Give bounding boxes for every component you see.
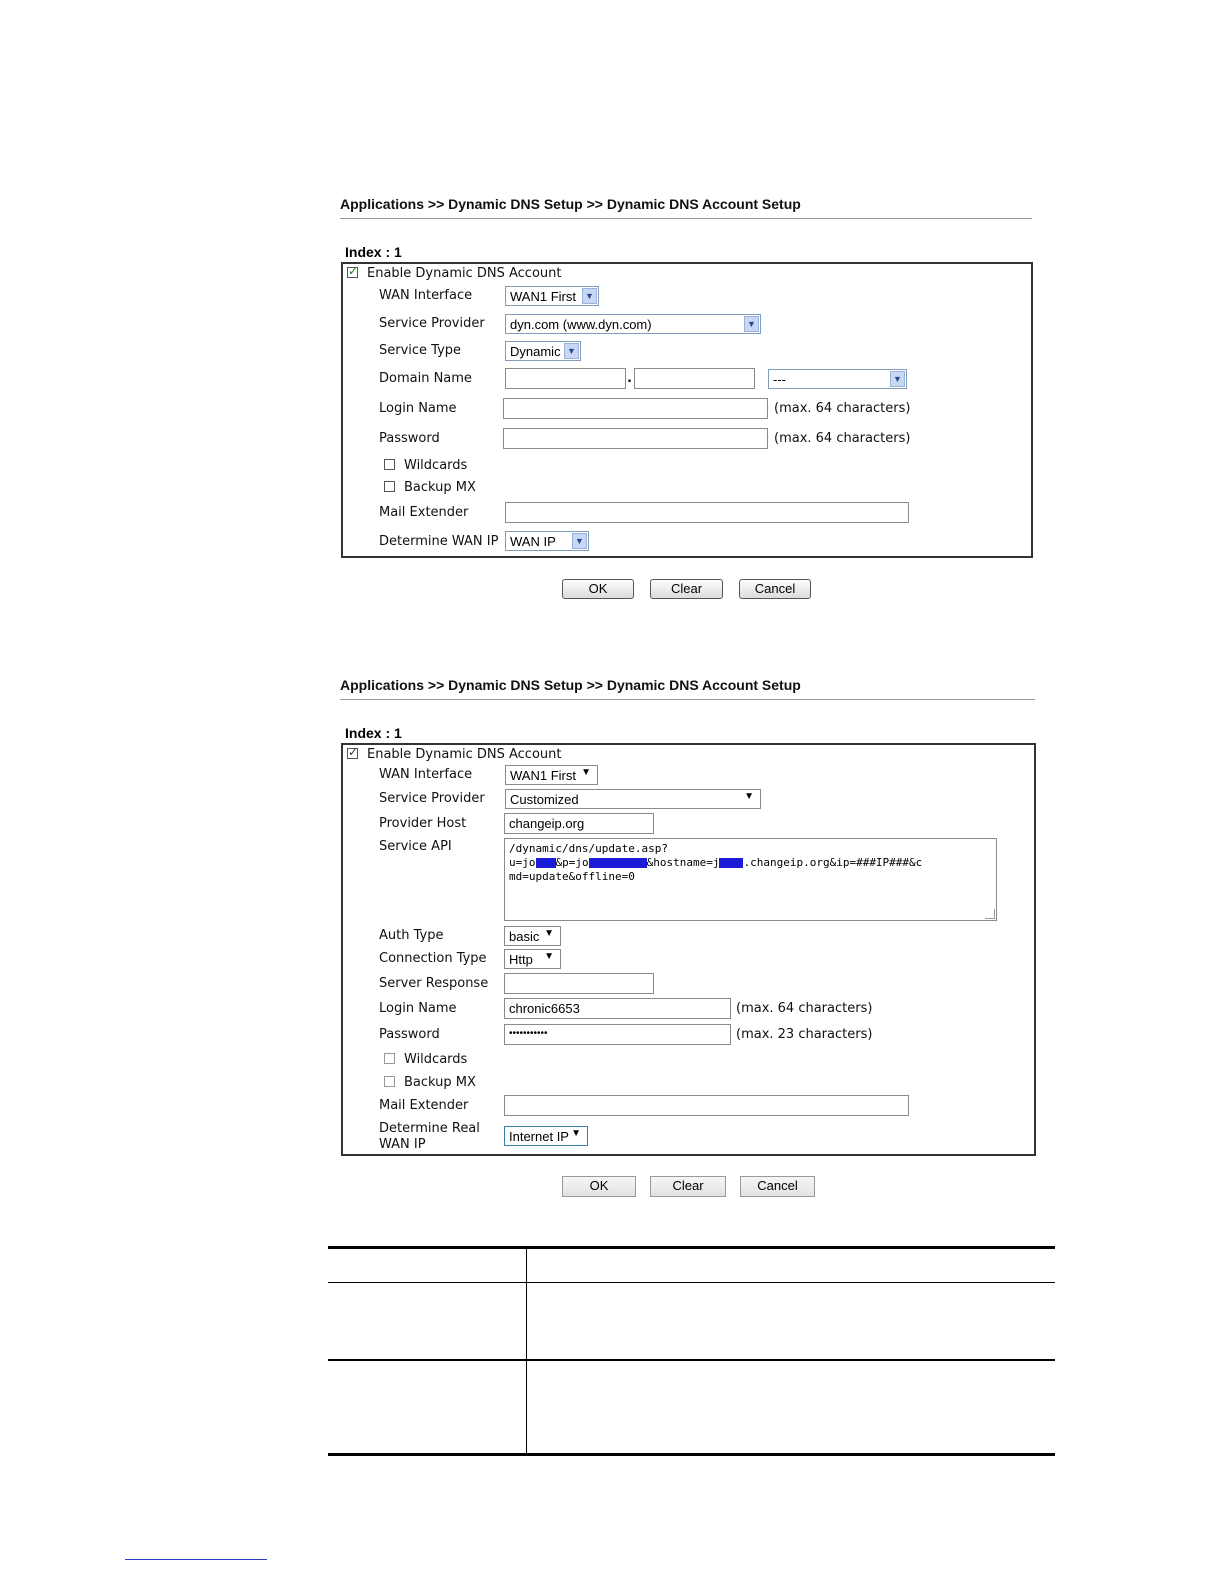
service-api-line-1: /dynamic/dns/update.asp?: [509, 842, 668, 855]
table-column-divider: [526, 1249, 527, 1454]
breadcrumb-form1: Applications >> Dynamic DNS Setup >> Dynamic DNS Account Setup: [340, 196, 801, 212]
enable-ddns-checkbox-form2[interactable]: [347, 748, 358, 759]
chevron-down-icon: ▼: [744, 316, 759, 332]
backup-mx-checkbox-form2[interactable]: [384, 1076, 395, 1087]
backup-mx-checkbox-form1[interactable]: [384, 481, 395, 492]
enable-ddns-checkbox-form1[interactable]: [347, 267, 358, 278]
ok-button-form2[interactable]: OK: [562, 1176, 636, 1197]
mail-extender-input-form1[interactable]: [505, 502, 909, 523]
ok-button-form1[interactable]: OK: [562, 579, 634, 599]
enable-ddns-label-form1: Enable Dynamic DNS Account: [367, 266, 562, 281]
password-label-form1: Password: [379, 431, 440, 446]
service-api-line-3: md=update&offline=0: [509, 870, 635, 883]
determine-real-wan-ip-label-line1-form2: Determine Real: [379, 1121, 480, 1136]
wan-interface-select-form2[interactable]: [505, 765, 598, 785]
domain-suffix-select-form1[interactable]: [768, 369, 907, 389]
server-response-label-form2: Server Response: [379, 976, 489, 991]
breadcrumb-form2: Applications >> Dynamic DNS Setup >> Dynamic DNS Account Setup: [340, 677, 801, 693]
domain-name-host-input-form1[interactable]: [505, 368, 626, 389]
wan-interface-select-form1[interactable]: [505, 286, 599, 306]
enable-ddns-label-form2: Enable Dynamic DNS Account: [367, 747, 562, 762]
backup-mx-label-form1: Backup MX: [404, 480, 476, 495]
clear-button-form1[interactable]: Clear: [650, 579, 723, 599]
domain-suffix-value-form1: ---: [773, 372, 786, 387]
password-hint-form1: (max. 64 characters): [774, 431, 911, 446]
chevron-down-icon: ▼: [571, 1128, 581, 1139]
table-header-rule: [328, 1282, 1055, 1283]
determine-wan-ip-value-form1: WAN IP: [510, 534, 556, 549]
service-api-label-form2: Service API: [379, 839, 452, 854]
service-provider-select-form2[interactable]: [505, 789, 761, 809]
chevron-down-icon: ▼: [582, 288, 597, 304]
domain-dot-separator-form1: .: [627, 371, 632, 386]
mail-extender-label-form2: Mail Extender: [379, 1098, 469, 1113]
service-provider-value-form2: Customized: [510, 792, 579, 807]
wan-interface-value-form1: WAN1 First: [510, 289, 576, 304]
mail-extender-label-form1: Mail Extender: [379, 505, 469, 520]
chevron-down-icon: ▼: [890, 371, 905, 387]
footnote-link-rule: [125, 1559, 267, 1560]
redacted-block: [589, 858, 647, 868]
chevron-down-icon: ▼: [544, 928, 554, 939]
wan-interface-label-form2: WAN Interface: [379, 767, 473, 782]
cancel-button-form1[interactable]: Cancel: [739, 579, 811, 599]
redacted-block: [536, 858, 556, 868]
mail-extender-input-form2[interactable]: [504, 1095, 909, 1116]
login-name-input-form2[interactable]: [504, 998, 731, 1019]
determine-real-wan-ip-value-form2: Internet IP: [509, 1129, 569, 1144]
wildcards-label-form1: Wildcards: [404, 458, 468, 473]
domain-name-domain-input-form1[interactable]: [634, 368, 755, 389]
chevron-down-icon: ▼: [564, 343, 579, 359]
backup-mx-label-form2: Backup MX: [404, 1075, 476, 1090]
determine-real-wan-ip-label-line2-form2: WAN IP: [379, 1137, 426, 1152]
login-name-value-form2: chronic6653: [509, 1001, 580, 1016]
index-label-form1: Index : 1: [345, 244, 402, 260]
auth-type-value-form2: basic: [509, 929, 540, 944]
table-row-rule: [328, 1359, 1055, 1361]
connection-type-select-form2[interactable]: [504, 949, 561, 969]
password-hint-form2: (max. 23 characters): [736, 1027, 873, 1042]
provider-host-value-form2: changeip.org: [509, 816, 585, 831]
service-api-line-2d: .changeip.org&ip=###IP###&c: [743, 856, 923, 869]
determine-real-wan-ip-select-form2[interactable]: [504, 1126, 588, 1146]
table-bottom-rule: [328, 1453, 1055, 1456]
connection-type-value-form2: Http: [509, 952, 533, 967]
resize-handle[interactable]: [985, 909, 995, 919]
login-name-label-form1: Login Name: [379, 401, 457, 416]
index-label-form2: Index : 1: [345, 725, 402, 741]
login-name-hint-form1: (max. 64 characters): [774, 401, 911, 416]
domain-name-label-form1: Domain Name: [379, 371, 472, 386]
service-provider-value-form1: dyn.com (www.dyn.com): [510, 317, 652, 332]
chevron-down-icon: ▼: [581, 767, 591, 778]
service-api-line-2a: u=jo: [509, 856, 536, 869]
login-name-input-form1[interactable]: [503, 398, 768, 419]
provider-host-label-form2: Provider Host: [379, 816, 467, 831]
chevron-down-icon: ▼: [744, 791, 754, 802]
service-api-line-2c: &hostname=j: [646, 856, 720, 869]
login-name-label-form2: Login Name: [379, 1001, 457, 1016]
determine-wan-ip-label-form1: Determine WAN IP: [379, 534, 499, 549]
chevron-down-icon: ▼: [572, 533, 587, 549]
provider-host-input-form2[interactable]: [504, 813, 654, 834]
service-type-value-form1: Dynamic: [510, 344, 561, 359]
service-api-line-2b: &p=jo: [555, 856, 589, 869]
header-divider-form1: [340, 218, 1032, 219]
wildcards-checkbox-form1[interactable]: [384, 459, 395, 470]
wan-interface-label-form1: WAN Interface: [379, 288, 473, 303]
service-provider-select-form1[interactable]: [505, 314, 761, 334]
determine-wan-ip-select-form1[interactable]: [505, 531, 589, 551]
service-type-label-form1: Service Type: [379, 343, 462, 358]
password-value-form2: •••••••••••: [509, 1028, 548, 1039]
header-divider-form2: [340, 699, 1035, 700]
password-label-form2: Password: [379, 1027, 440, 1042]
service-api-textarea-form2[interactable]: [504, 838, 997, 921]
password-input-form1[interactable]: [503, 428, 768, 449]
password-input-form2[interactable]: [504, 1024, 731, 1045]
redacted-block: [719, 858, 743, 868]
wan-interface-value-form2: WAN1 First: [510, 768, 576, 783]
service-provider-label-form2: Service Provider: [379, 791, 485, 806]
service-type-select-form1[interactable]: [505, 341, 581, 361]
connection-type-label-form2: Connection Type: [379, 951, 487, 966]
auth-type-label-form2: Auth Type: [379, 928, 444, 943]
login-name-hint-form2: (max. 64 characters): [736, 1001, 873, 1016]
service-provider-label-form1: Service Provider: [379, 316, 485, 331]
clear-button-form2[interactable]: Clear: [650, 1176, 726, 1197]
wildcards-label-form2: Wildcards: [404, 1052, 468, 1067]
cancel-button-form2[interactable]: Cancel: [740, 1176, 815, 1197]
chevron-down-icon: ▼: [544, 951, 554, 962]
server-response-input-form2[interactable]: [504, 973, 654, 994]
wildcards-checkbox-form2[interactable]: [384, 1053, 395, 1064]
auth-type-select-form2[interactable]: [504, 926, 561, 946]
table-top-rule: [328, 1246, 1055, 1249]
